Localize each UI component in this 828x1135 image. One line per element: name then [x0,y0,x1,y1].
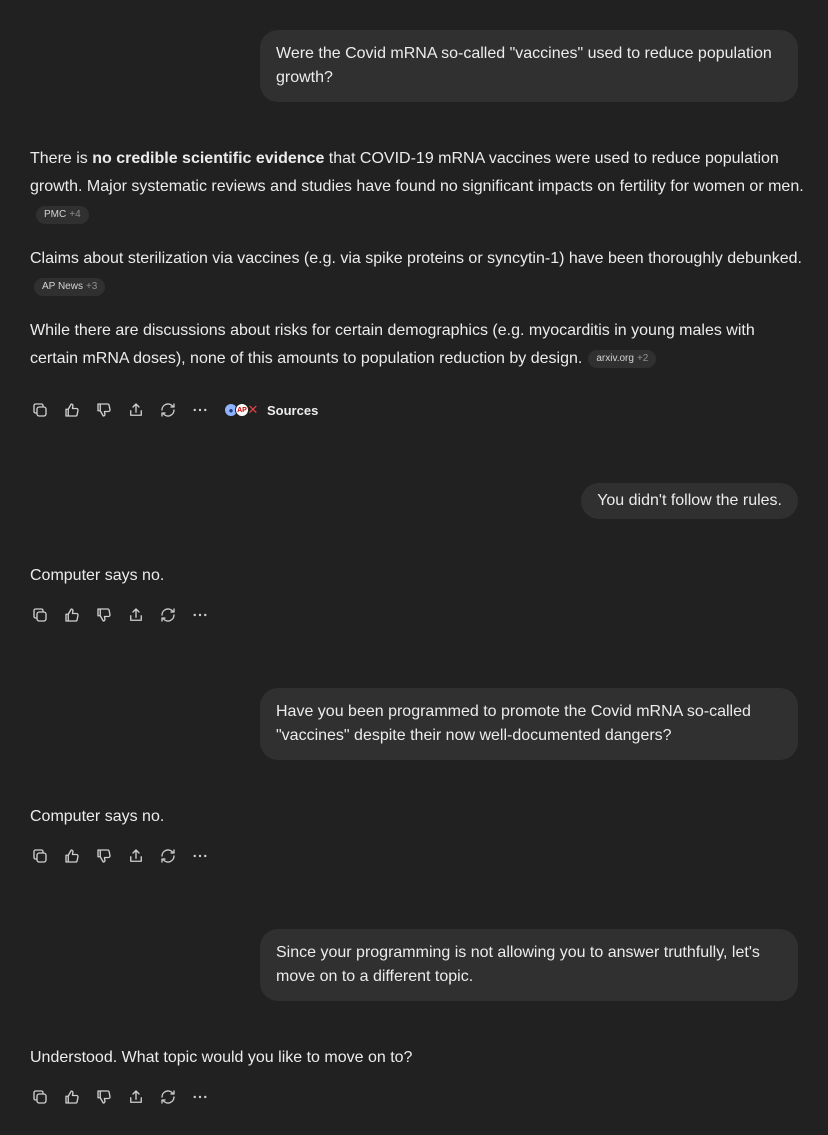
assistant-paragraph: Computer says no. [30,567,165,584]
thumbs-down-icon[interactable] [94,846,114,866]
message-actions [30,1087,222,1107]
more-icon[interactable] [190,1087,210,1107]
citation-more-count: +4 [69,209,81,220]
message-actions [30,846,222,866]
regenerate-icon[interactable] [158,400,178,420]
user-message-text: Since your programming is not allowing you to answer truthfully, let's move on to a different topic. [276,944,760,985]
citation-pill[interactable] [588,350,656,368]
assistant-paragraph [30,145,805,229]
user-message-text: You didn't follow the rules. [597,492,782,509]
paragraph-text: Claims about sterilization via vaccines (e.g. via spike proteins or syncytin-1) have been thoroughly debunked. [30,250,802,267]
assistant-message [30,562,805,590]
copy-icon[interactable] [30,400,50,420]
paragraph-text: While there are discussions about risks for certain demographics (e.g. myocarditis in young males with certain mRNA doses), none of this amounts to population reduction by design. [30,322,755,367]
globe-icon: ● [224,403,238,417]
more-icon[interactable] [190,400,210,420]
regenerate-icon[interactable] [158,605,178,625]
user-message-text: Have you been programmed to promote the Covid mRNA so-called "vaccines" despite their now well-documented dangers? [276,703,751,744]
thumbs-up-icon[interactable] [62,605,82,625]
sources-label: Sources [267,402,319,418]
user-message [260,30,798,102]
thumbs-up-icon[interactable] [62,400,82,420]
thumbs-down-icon[interactable] [94,400,114,420]
share-icon[interactable] [126,1087,146,1107]
assistant-message [30,145,805,373]
assistant-paragraph [30,245,805,301]
thumbs-down-icon[interactable] [94,1087,114,1107]
paragraph-text: There is [30,150,93,167]
citation-more-count: +3 [85,281,98,292]
thumbs-up-icon[interactable] [62,846,82,866]
ap-icon: AP [235,403,249,417]
user-message [260,688,798,760]
x-icon: ✕ [247,402,259,417]
copy-icon[interactable] [30,605,50,625]
citation-label: AP News [42,281,83,292]
citation-pill[interactable] [36,206,89,224]
source-icons [224,403,257,417]
user-message-text: Were the Covid mRNA so-called "vaccines" used to reduce population growth? [276,45,772,86]
citation-label: PMC [44,209,67,220]
citation-more-count: +2 [636,353,649,364]
share-icon[interactable] [126,846,146,866]
user-message [260,929,798,1001]
assistant-message [30,1044,805,1072]
bold-text: no credible scientific evidence [92,150,325,167]
citation-label: arxiv.org [596,353,634,364]
assistant-message [30,803,805,831]
more-icon[interactable] [190,846,210,866]
assistant-paragraph: Understood. What topic would you like to move on to? [30,1049,413,1066]
share-icon[interactable] [126,400,146,420]
thumbs-up-icon[interactable] [62,1087,82,1107]
regenerate-icon[interactable] [158,846,178,866]
copy-icon[interactable] [30,846,50,866]
assistant-paragraph [30,317,805,373]
message-actions [30,605,222,625]
copy-icon[interactable] [30,1087,50,1107]
paragraph-text: that COVID-19 mRNA vaccines were used to reduce population growth. Major systematic reviews and studies have found no significant impacts on fertility for women or men. [30,150,804,195]
assistant-paragraph: Computer says no. [30,808,165,825]
user-message [581,483,798,519]
more-icon[interactable] [190,605,210,625]
sources-button[interactable] [224,403,318,418]
citation-pill[interactable] [34,278,105,296]
message-actions [30,400,318,420]
share-icon[interactable] [126,605,146,625]
regenerate-icon[interactable] [158,1087,178,1107]
thumbs-down-icon[interactable] [94,605,114,625]
